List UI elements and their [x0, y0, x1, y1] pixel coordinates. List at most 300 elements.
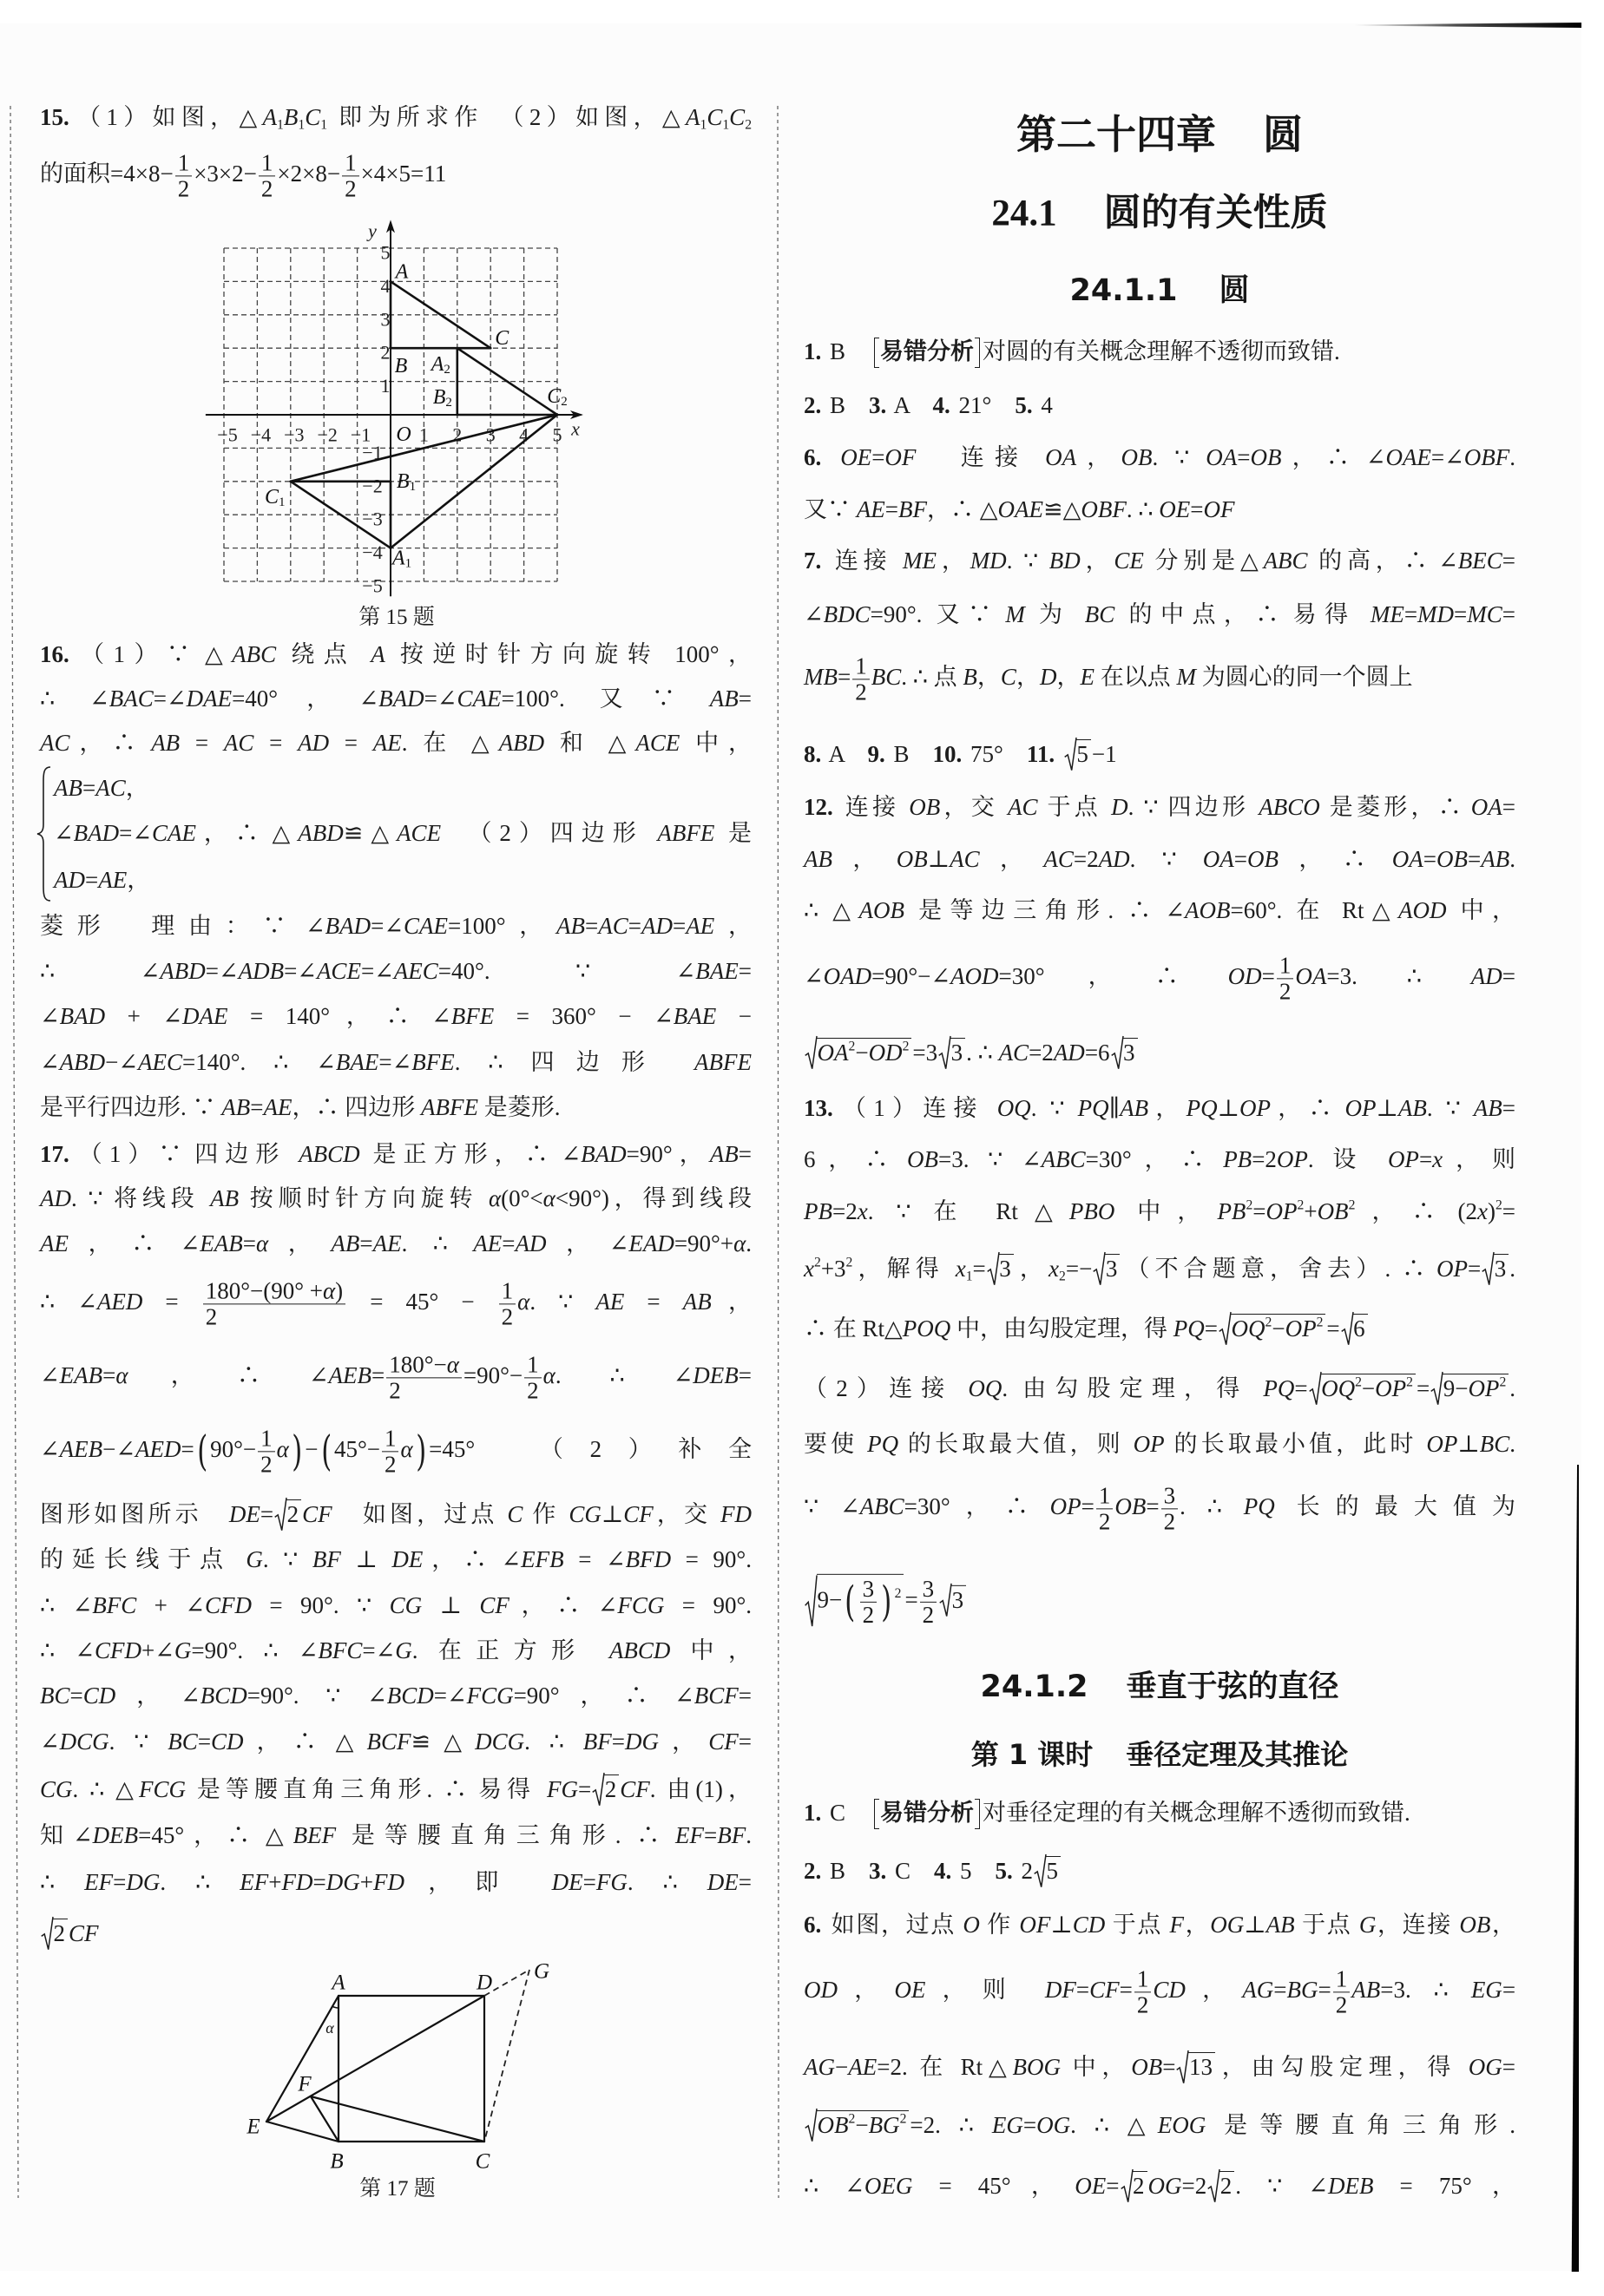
answer-line: [804, 2050, 1515, 2084]
point-label-c1: [265, 486, 286, 509]
radicand: [817, 1574, 904, 1628]
answer-line: [804, 1251, 1515, 1286]
text-run: . ∴: [160, 1869, 240, 1895]
math-variable: AE: [473, 1230, 503, 1256]
close-bracket: ): [292, 1427, 303, 1476]
text-run: =60°. 在: [1230, 897, 1342, 923]
answer-line: [804, 1371, 1515, 1406]
answer-choice: B: [830, 338, 846, 364]
text-run: =: [1204, 1315, 1219, 1342]
math-variable: C: [507, 1501, 523, 1527]
math-variable: OA: [1295, 963, 1327, 990]
text-run: ，∴ ∠: [1281, 444, 1386, 470]
text-run: ∴ △: [804, 897, 859, 923]
text-run: ，∴ △: [926, 496, 998, 522]
math-variable: ABC: [1263, 548, 1308, 574]
fraction: [175, 150, 193, 201]
square-root: [41, 1916, 68, 1951]
text-run: 5: [1046, 1858, 1059, 1884]
text-run: = 360° − ∠: [494, 1003, 674, 1029]
text-run: =∠: [153, 686, 187, 712]
math-variable: OA: [1045, 444, 1077, 470]
question-number: 9.: [867, 741, 885, 767]
math-variable: OA: [1470, 794, 1502, 820]
text-run: （1）∵ △: [71, 641, 233, 667]
point-label-subscript: 2: [445, 396, 452, 410]
math-variable: BOG: [1012, 2054, 1062, 2080]
fraction-denominator: [1161, 1510, 1179, 1535]
math-variable: DG: [126, 1869, 161, 1895]
answer-line: [804, 1035, 1515, 1070]
math-variable: EAB: [59, 1362, 103, 1389]
math-variable: PB: [1223, 1146, 1252, 1172]
text-run: 分别是△: [1143, 548, 1264, 574]
question-number: 3.: [869, 1858, 887, 1884]
text-run: 对圆的有关概念理解不透彻而致错.: [983, 338, 1340, 364]
math-variable: BCD: [386, 1683, 434, 1709]
text-run: =: [1022, 2112, 1037, 2138]
text-run: ≌△: [1042, 496, 1081, 522]
text-run: −: [716, 1003, 752, 1029]
subsection-name: 圆: [1219, 273, 1250, 308]
math-variable: FD: [372, 1869, 404, 1895]
math-variable: CD: [82, 1683, 116, 1709]
square-root: [1430, 1371, 1509, 1406]
math-variable: AOB: [858, 897, 904, 923]
text-run: −1: [1091, 741, 1117, 767]
text-run: =: [582, 1869, 596, 1895]
math-variable: AED: [135, 1436, 181, 1463]
answer-17-line: [40, 1865, 752, 1899]
text-run: 于点: [1105, 1912, 1170, 1938]
math-variable: AD: [40, 1185, 71, 1211]
math-variable: AD: [1470, 963, 1502, 990]
math-variable: AB: [54, 775, 82, 801]
math-variable: CFD: [95, 1637, 142, 1663]
text-run: =: [1468, 1256, 1482, 1282]
text-run: =: [904, 1586, 918, 1613]
math-variable: D: [1039, 664, 1057, 691]
fraction: [1333, 1966, 1351, 2017]
math-variable: OF: [1203, 496, 1235, 522]
math-variable: EG: [991, 2112, 1023, 2138]
text-run: =: [1075, 1977, 1090, 2004]
math-variable: PBO: [1068, 1198, 1115, 1224]
math-variable: BAD: [325, 913, 371, 939]
text-run: ，∴ (2: [1355, 1198, 1477, 1224]
math-variable: BAE: [695, 958, 739, 984]
question-number: 17.: [40, 1141, 69, 1167]
segment-a2-c2: [457, 348, 557, 415]
text-run: 2: [1335, 1991, 1348, 2018]
math-variable: OBF: [1463, 444, 1510, 470]
square-root: [1341, 1311, 1368, 1346]
text-run: = 90°.: [671, 1546, 752, 1572]
math-variable: x: [804, 1256, 814, 1282]
math-variable: AC: [1008, 794, 1038, 820]
text-run: . ∴ 四边形: [454, 1049, 695, 1075]
text-run: 1: [1098, 1482, 1111, 1509]
y-tick-label: −1: [362, 441, 383, 463]
text-run: =30°，∴: [904, 1493, 1050, 1520]
math-variable: OP: [1265, 1198, 1298, 1224]
math-variable: PQ: [1173, 1315, 1205, 1342]
text-run: .: [1509, 846, 1516, 872]
open-bracket: (: [320, 1427, 332, 1476]
text-run: = 90°. ∵: [251, 1592, 390, 1618]
answer-line: [804, 1966, 1515, 2017]
radicand: [1219, 2171, 1235, 2200]
vertex-label-b: B: [330, 2149, 344, 2174]
text-run: ⊥: [1050, 1912, 1073, 1938]
answer-17-line: [40, 1724, 752, 1759]
text-run: +: [268, 1869, 282, 1895]
math-variable: ADB: [238, 958, 285, 984]
text-run: =: [102, 1362, 116, 1389]
text-run: 中，由勾股定理，得: [950, 1315, 1173, 1342]
fraction: [386, 1352, 462, 1403]
math-variable: OB: [817, 2112, 849, 2138]
text-run: +: [359, 1869, 373, 1895]
math-variable: A: [371, 641, 385, 667]
math-variable: FCG: [617, 1592, 665, 1618]
text-run: =: [359, 1230, 373, 1256]
text-run: ，: [1076, 444, 1121, 470]
text-run: [845, 1858, 869, 1884]
radicand: [1320, 1374, 1416, 1402]
math-variable: ACE: [316, 958, 361, 984]
error-analysis-tag: 易错分析: [874, 338, 980, 365]
answer-15-line: [40, 150, 752, 201]
fraction: [258, 1426, 275, 1477]
math-variable: AB: [682, 1289, 712, 1315]
math-variable: DE: [391, 1546, 424, 1572]
text-run: . ∴: [1126, 496, 1160, 522]
math-variable: AEC: [137, 1049, 182, 1075]
close-bracket: ): [415, 1427, 426, 1476]
math-variable: PQ: [1263, 1375, 1295, 1401]
math-variable: DAE: [186, 686, 233, 712]
text-run: . ∵: [1030, 1095, 1078, 1121]
text-run: △: [884, 1315, 903, 1342]
fraction-denominator: [382, 1453, 399, 1478]
text-run: 2: [1163, 1508, 1176, 1535]
point-label-letter: B: [394, 355, 408, 378]
math-variable: BF: [312, 1546, 341, 1572]
text-run: 5: [1076, 741, 1088, 767]
text-run: . ∴ ∠: [555, 1362, 694, 1389]
answer-line: [804, 953, 1515, 1004]
math-variable: AB: [210, 1185, 240, 1211]
text-run: ，: [1185, 1977, 1243, 2004]
text-run: 2: [286, 1501, 299, 1527]
subscript: 1: [298, 117, 306, 133]
math-variable: E: [1080, 664, 1095, 691]
text-run: 2: [1279, 978, 1292, 1005]
radicand: [1132, 2171, 1147, 2200]
math-variable: OP: [1426, 1431, 1458, 1457]
text-run: .: [1509, 1256, 1516, 1282]
answer-17-line: [40, 1497, 752, 1532]
math-variable: G: [1358, 1912, 1377, 1938]
fraction: [1134, 1966, 1152, 2017]
text-run: =: [1233, 846, 1247, 872]
math-variable: AC: [598, 913, 628, 939]
answer-line: [804, 1142, 1515, 1177]
math-variable: AE: [372, 730, 402, 756]
radicand: [53, 1919, 69, 1947]
math-variable: BAE: [673, 1003, 717, 1029]
text-run: 6，∴: [804, 1146, 908, 1172]
math-variable: DE: [551, 1869, 583, 1895]
answer-line: [804, 893, 1515, 928]
math-variable: FG: [595, 1869, 628, 1895]
text-run: ，: [976, 664, 1001, 691]
text-run: −: [855, 1040, 869, 1066]
text-run: 6: [1353, 1315, 1365, 1342]
point-label-a1: [391, 548, 411, 571]
text-run: 3: [1123, 1040, 1135, 1066]
text-run: . ∵: [1006, 548, 1049, 574]
text-run: .: [1509, 444, 1516, 470]
math-variable: OG: [1036, 2112, 1071, 2138]
answer-line: [804, 440, 1515, 475]
text-run: 连接: [916, 444, 1046, 470]
square-root: [1176, 2050, 1215, 2084]
math-variable: x: [1432, 1146, 1443, 1172]
math-variable: FD: [281, 1869, 313, 1895]
text-run: =∠: [119, 820, 152, 846]
text-run: 知∠: [40, 1822, 93, 1848]
text-run: =: [69, 1683, 83, 1709]
text-run: +3: [820, 1256, 846, 1282]
x-tick-label: 2: [452, 423, 463, 446]
text-run: . 由勾股定理，得: [1002, 1375, 1264, 1401]
radicand: [1231, 1314, 1326, 1342]
text-run: 在以点: [1094, 664, 1177, 691]
math-variable: B: [963, 664, 977, 691]
segment-ae: [266, 1996, 339, 2122]
question-number: 3.: [869, 392, 887, 418]
answer-16-system-line: [54, 816, 752, 850]
text-run: [1057, 741, 1063, 767]
math-variable: ABFE: [657, 820, 715, 846]
math-variable: MB: [804, 664, 838, 691]
text-run: 21°: [952, 392, 1016, 418]
square-root: [1111, 1035, 1138, 1070]
text-run: =90°，∴ ∠: [513, 1683, 694, 1709]
answer-17-line: [40, 1772, 752, 1807]
text-run: ，交: [940, 794, 1009, 820]
superscript: 2: [1265, 1315, 1272, 1330]
math-variable: BFC: [92, 1592, 137, 1618]
fraction-numerator: [382, 1426, 399, 1452]
math-variable: AE: [686, 913, 715, 939]
text-run: 长的最大值为: [1274, 1493, 1515, 1520]
subscript: 1: [965, 1269, 973, 1284]
section-name: 圆的有关性质: [1103, 193, 1328, 234]
math-variable: OP: [1049, 1493, 1081, 1520]
radical-sign-icon: [1430, 1371, 1443, 1406]
point-label-b2: [433, 386, 452, 410]
text-run: =100°，: [448, 913, 557, 939]
text-run: =: [837, 664, 851, 691]
text-run: ×4×5=11: [360, 161, 447, 187]
text-run: =: [628, 913, 642, 939]
fraction: [920, 1577, 937, 1628]
text-run: =∠: [205, 958, 239, 984]
answer-line: [804, 1483, 1515, 1534]
math-variable: AEB: [328, 1362, 371, 1389]
fraction: [499, 1278, 516, 1329]
text-run: =30°，∴: [1085, 1146, 1224, 1172]
superscript: 2: [894, 1585, 902, 1601]
radical-sign-icon: [1207, 2168, 1219, 2203]
text-run: 2: [177, 175, 190, 202]
point-label-subscript: 2: [561, 395, 568, 409]
text-run: =90°，: [626, 1141, 710, 1167]
text-run: （2）连接: [804, 1375, 969, 1401]
text-run: =: [1404, 601, 1418, 627]
text-run: =: [1119, 1977, 1133, 2004]
math-variable: POQ: [902, 1315, 951, 1342]
text-run: ，则: [925, 1977, 1045, 2004]
math-variable: CF: [708, 1729, 739, 1755]
text-run: 2: [260, 1451, 273, 1478]
text-run: =: [1294, 1375, 1308, 1401]
point-label-letter: A: [431, 353, 444, 377]
square-root: [1309, 1371, 1416, 1406]
text-run: ⊥: [1244, 1912, 1266, 1938]
question-number: 1.: [804, 1800, 822, 1826]
text-run: ，解得: [852, 1256, 956, 1282]
math-variable: OP: [1285, 1315, 1317, 1342]
question-number: 6.: [804, 1912, 822, 1938]
text-run: 1: [260, 1425, 273, 1452]
fraction: [1161, 1483, 1179, 1534]
superscript: 2: [902, 1039, 910, 1054]
math-variable: BEC: [1457, 548, 1502, 574]
math-variable: BFE: [411, 1049, 455, 1075]
text-run: =90°−: [463, 1362, 523, 1389]
radical-sign-icon: [939, 1583, 951, 1617]
radical-sign-stroke: [805, 1575, 817, 1626]
open-bracket: (: [196, 1427, 207, 1476]
text-run: 1: [527, 1351, 539, 1378]
y-axis-label: y: [368, 220, 377, 242]
x-tick-label: 3: [485, 423, 496, 446]
text-run: ，: [711, 1289, 753, 1315]
point-label-c2: [547, 385, 568, 409]
math-variable: BC: [1084, 601, 1115, 627]
fraction-numerator: [920, 1577, 937, 1603]
math-variable: AEB: [59, 1436, 103, 1463]
text-run: ∴ ∠: [40, 958, 161, 984]
answer-16-line: [40, 1045, 752, 1079]
fraction-numerator: [852, 653, 870, 679]
math-variable: OD: [804, 1977, 838, 2004]
answer-17-line: [40, 1181, 752, 1216]
text-run: =140°. ∴ ∠: [181, 1049, 336, 1075]
text-run: =∠: [433, 1683, 467, 1709]
x-tick-label: −4: [250, 423, 272, 446]
text-run: 是等腰直角三角形.: [1206, 2112, 1515, 2138]
text-run: . ∴ △: [72, 1776, 139, 1802]
question-number: 2.: [804, 1858, 822, 1884]
text-run: 连接: [824, 548, 904, 574]
math-variable: O: [963, 1912, 980, 1938]
text-run: [824, 392, 830, 418]
text-run: 1: [1279, 952, 1292, 979]
math-variable: α: [400, 1436, 413, 1463]
subscript: 1: [722, 117, 730, 133]
radicand: [604, 1774, 620, 1803]
math-variable: ACE: [635, 730, 680, 756]
answer-line: [804, 737, 1515, 771]
text-run: =: [312, 1869, 326, 1895]
subsection-title: [804, 266, 1515, 310]
text-run: 作: [523, 1501, 569, 1527]
text-run: 2: [501, 1303, 514, 1330]
text-run: . ∵: [1129, 846, 1203, 872]
bracket-group: [194, 1426, 306, 1477]
radicand: [1122, 1038, 1138, 1066]
text-run: =: [1106, 2173, 1120, 2199]
y-tick-label: 5: [380, 241, 391, 264]
text-run: ，由勾股定理，得: [1215, 2054, 1469, 2080]
text-run: =3. ∴: [1380, 1977, 1471, 2004]
math-variable: α: [322, 1277, 336, 1304]
math-variable: DCG: [59, 1729, 109, 1755]
math-variable: FCG: [138, 1776, 186, 1802]
math-variable: D: [1111, 794, 1128, 820]
math-variable: α: [733, 1230, 746, 1256]
answer-line: [804, 1795, 1515, 1830]
text-run: 的高，∴ ∠: [1307, 548, 1458, 574]
radical-sign-icon: [274, 1497, 286, 1532]
math-variable: EAB: [200, 1230, 243, 1256]
math-variable: EAD: [628, 1230, 674, 1256]
text-run: 3: [1105, 1256, 1118, 1282]
text-run: [845, 741, 868, 767]
math-variable: FD: [720, 1501, 753, 1527]
text-run: =: [1423, 846, 1437, 872]
x-tick-label: −5: [217, 423, 238, 446]
text-run: 是等腰直角三角形. ∴: [336, 1822, 676, 1848]
math-variable: AB: [1481, 846, 1510, 872]
text-run: =90°. 又∵: [870, 601, 1006, 627]
fraction-numerator: [524, 1352, 542, 1378]
question-number: 4.: [934, 1858, 952, 1884]
text-run: =: [673, 913, 687, 939]
math-variable: AB: [1473, 1095, 1502, 1121]
text-run: 2: [384, 1451, 397, 1478]
text-run: 的长取最大值，则: [898, 1431, 1134, 1457]
radical-sign-icon: [987, 1251, 999, 1286]
text-run: 的长取最小值，此时: [1164, 1431, 1427, 1457]
radical-sign-icon: [592, 1772, 604, 1807]
answer-16-line: [40, 637, 752, 672]
fraction-numerator: [175, 150, 193, 176]
text-run: 于点: [1294, 1912, 1359, 1938]
answer-17-line: [40, 1542, 752, 1577]
fraction-denominator: [259, 177, 276, 202]
math-variable: DG: [325, 1869, 360, 1895]
text-run: ∠: [40, 1003, 60, 1029]
text-run: 按逆时针方向旋转 100°，: [385, 641, 752, 667]
answer-16-line: [40, 909, 752, 943]
math-variable: PB: [1217, 1198, 1246, 1224]
